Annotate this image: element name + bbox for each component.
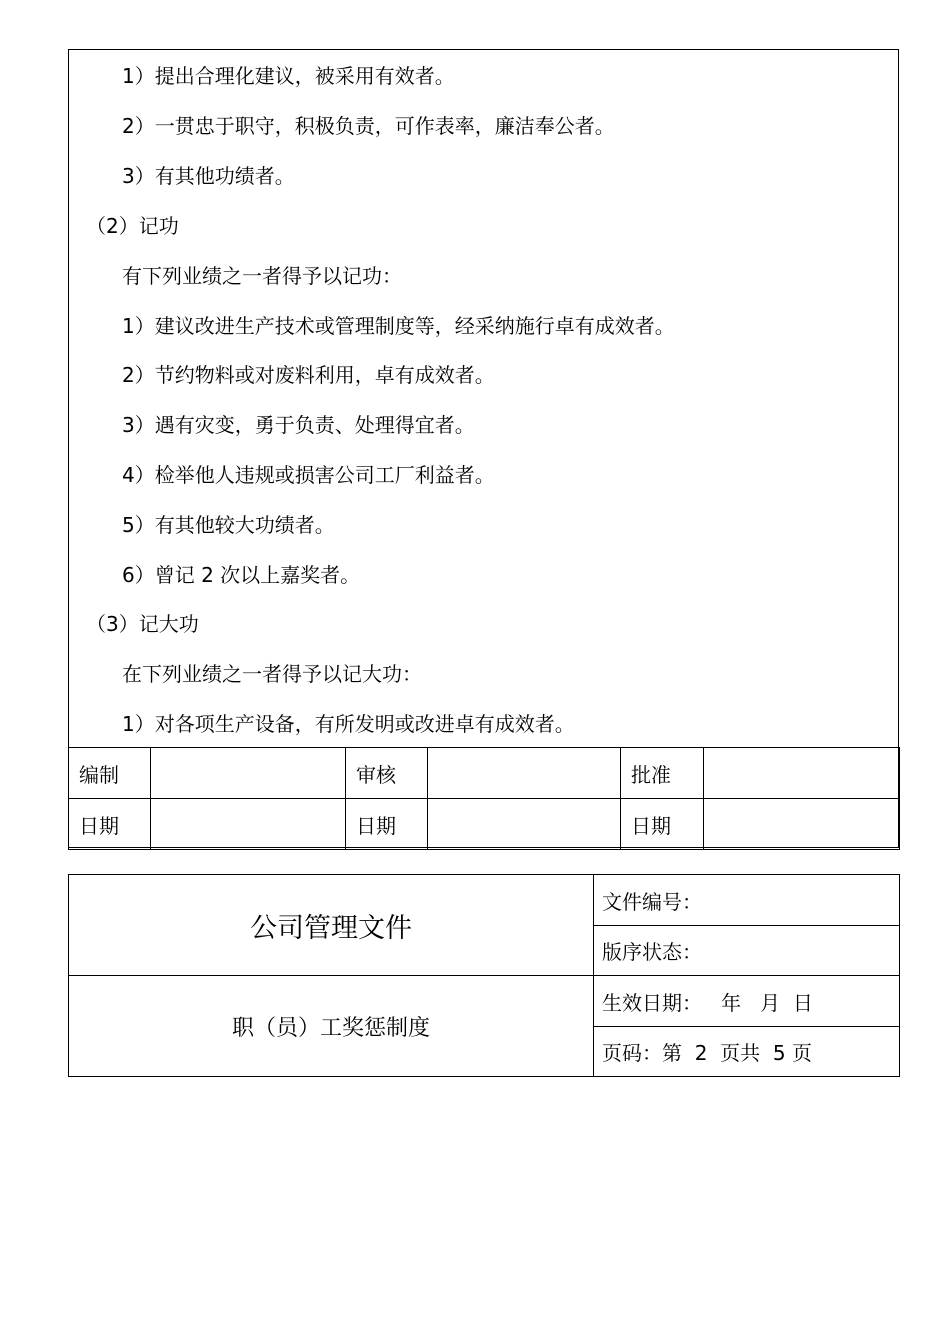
body-line: 3）有其他功绩者。: [122, 164, 295, 188]
body-line: 2）一贯忠于职守，积极负责，可作表率，廉洁奉公者。: [122, 114, 615, 138]
signature-table: [68, 747, 900, 850]
signature-row: [69, 748, 900, 799]
date-label: 日期: [69, 799, 151, 850]
body-line: 1）对各项生产设备，有所发明或改进卓有成效者。: [122, 712, 575, 736]
compile-date-field[interactable]: [151, 799, 346, 850]
review-date-field[interactable]: [428, 799, 621, 850]
page-info: 页码：第 2 页共 5 页: [594, 1027, 900, 1077]
body-line: 3）遇有灾变，勇于负责、处理得宜者。: [122, 413, 475, 437]
compile-field[interactable]: [151, 748, 346, 799]
section-heading: （2）记功: [86, 214, 179, 238]
compile-label: 编制: [69, 748, 151, 799]
section-heading: （3）记大功: [86, 612, 199, 636]
body-line: 在下列业绩之一者得予以记大功：: [122, 662, 422, 686]
review-field[interactable]: [428, 748, 621, 799]
doc-number-label: 文件编号：: [594, 875, 900, 926]
approve-field[interactable]: [704, 748, 900, 799]
document-title: 公司管理文件: [69, 875, 594, 976]
body-line: 有下列业绩之一者得予以记功：: [122, 264, 402, 288]
approve-label: 批准: [621, 748, 704, 799]
date-row: [69, 799, 900, 850]
body-line: 2）节约物料或对废料利用，卓有成效者。: [122, 363, 495, 387]
body-line: 5）有其他较大功绩者。: [122, 513, 335, 537]
document-header-table: [68, 874, 900, 1077]
date-label: 日期: [621, 799, 704, 850]
date-label: 日期: [346, 799, 428, 850]
body-line: 6）曾记 2 次以上嘉奖者。: [122, 563, 361, 587]
body-line: 1）建议改进生产技术或管理制度等，经采纳施行卓有成效者。: [122, 314, 675, 338]
version-status-label: 版序状态：: [594, 926, 900, 976]
approve-date-field[interactable]: [704, 799, 900, 850]
effective-date: 生效日期： 年 月 日: [594, 976, 900, 1027]
body-line: 1）提出合理化建议，被采用有效者。: [122, 64, 455, 88]
document-name: 职（员）工奖惩制度: [69, 976, 594, 1077]
review-label: 审核: [346, 748, 428, 799]
body-line: 4）检举他人违规或损害公司工厂利益者。: [122, 463, 495, 487]
